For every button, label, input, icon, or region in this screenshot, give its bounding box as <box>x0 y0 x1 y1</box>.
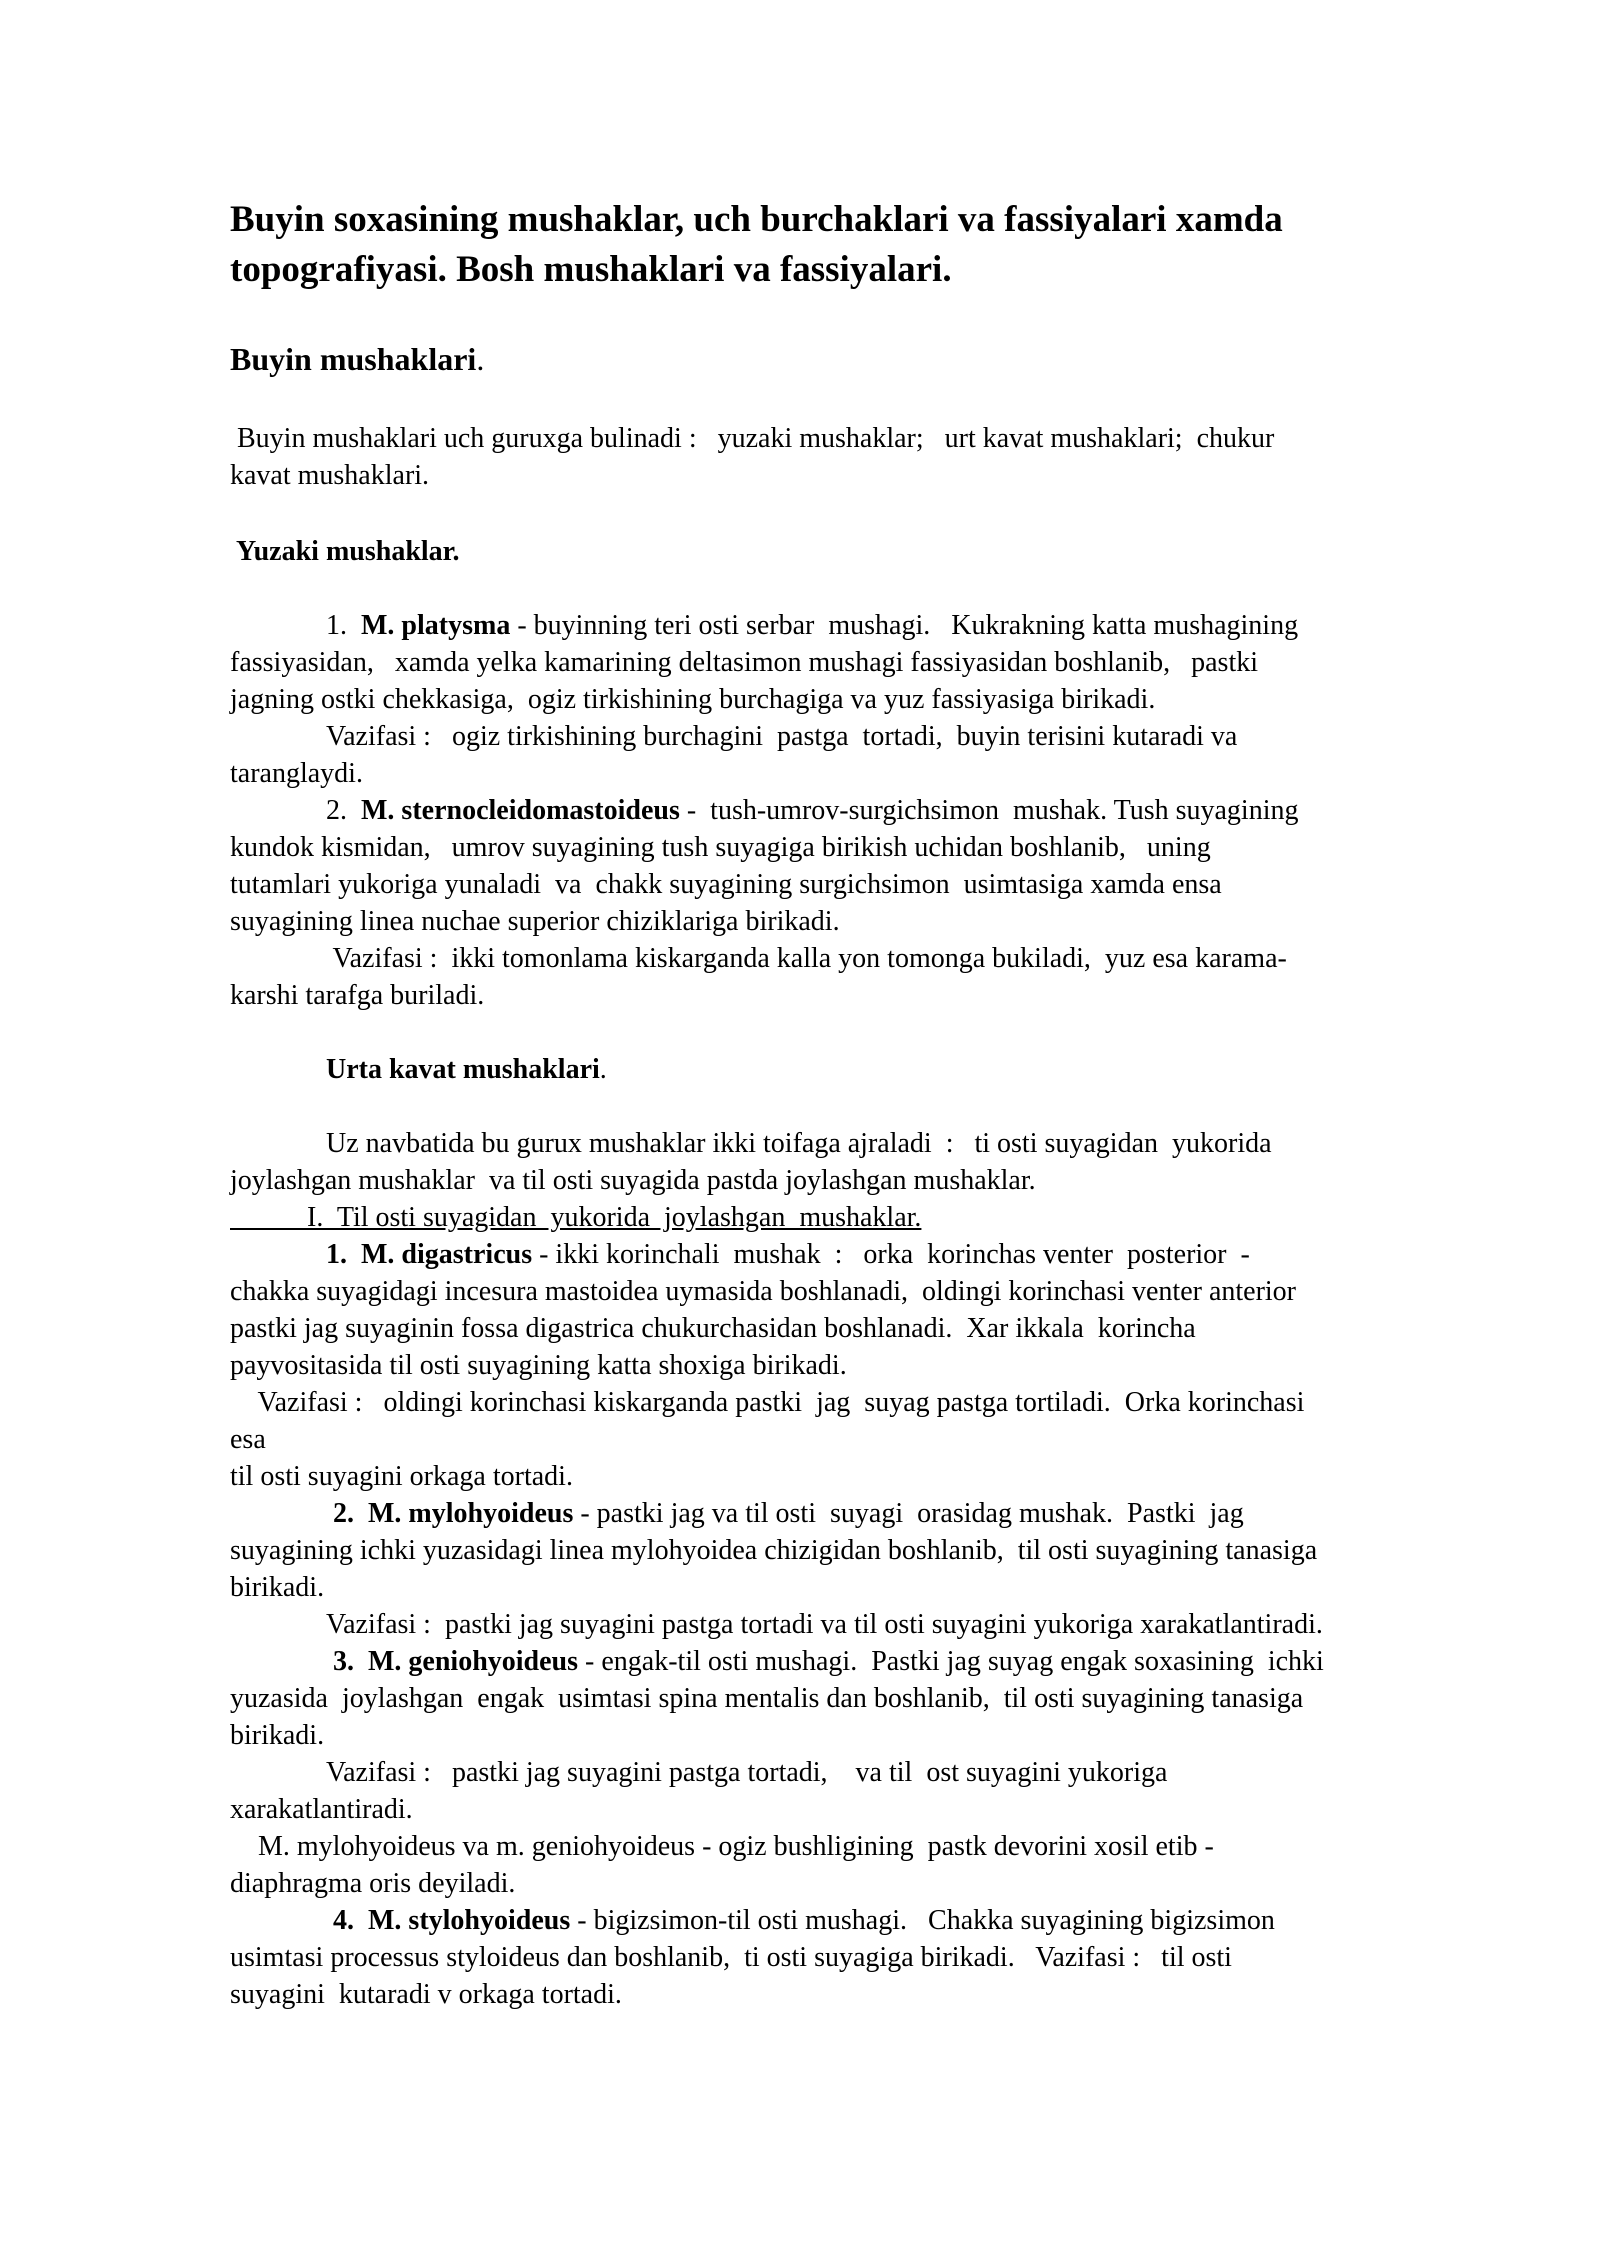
list-number: 4. <box>333 1905 368 1936</box>
heading-dot: . <box>599 1054 607 1085</box>
heading-dot: . <box>476 341 485 377</box>
function-line: Vazifasi : pastki jag suyagini pastga tortadi, va til ost suyagini yukoriga <box>326 1757 1168 1788</box>
list-number: 3. <box>333 1646 368 1677</box>
function-line: Vazifasi : ikki tomonlama kiskarganda kalla yon tomonga bukiladi, yuz esa karama- <box>326 943 1287 974</box>
section-heading-urta <box>326 1051 607 1088</box>
muscle-description: - buyinning teri osti serbar mushagi. Kukrakning katta mushagining <box>510 610 1299 641</box>
function-line: Vazifasi : ogiz tirkishining burchagini pastga tortadi, buyin terisini kutaradi va <box>326 721 1238 752</box>
muscle-name: M. platysma <box>361 610 511 641</box>
paragraph-line: pastki jag suyaginin fossa digastrica chukurchasidan boshlanadi. Xar ikkala korincha <box>230 1313 1196 1344</box>
subsection-heading-I: I. Til osti suyagidan yukorida joylashgan mushaklar. <box>230 1202 922 1233</box>
muscle-name: M. sternocleidomastoideus <box>361 795 680 826</box>
document-title: Buyin soxasining mushaklar, uch burchaklari va fassiyalari xamda <box>230 199 1283 240</box>
list-number: 1. <box>326 610 361 641</box>
muscle-name: M. stylohyoideus <box>368 1905 571 1936</box>
paragraph-line: fassiyasidan, xamda yelka kamarining deltasimon mushagi fassiyasidan boshlanib, pastki <box>230 647 1259 678</box>
section-heading-yuzaki <box>230 533 460 570</box>
document-title-line-2: topografiyasi. Bosh mushaklari va fassiyalari. <box>230 249 952 290</box>
note-paragraph: M. mylohyoideus va m. geniohyoideus - ogiz bushligining pastk devorini xosil etib - <box>230 1831 1214 1862</box>
paragraph-line: payvositasida til osti suyagining katta shoxiga birikadi. <box>230 1350 847 1381</box>
paragraph-line: tutamlari yukoriga yunaladi va chakk suyagining surgichsimon usimtasiga xamda ensa <box>230 869 1222 900</box>
list-number: 2. <box>326 795 361 826</box>
intro-paragraph-line: kavat mushaklari. <box>230 460 430 491</box>
muscle-description: - pastki jag va til osti suyagi orasidag mushak. Pastki jag <box>573 1498 1244 1529</box>
list-number: 2. <box>333 1498 368 1529</box>
muscle-platysma-heading <box>326 607 1298 644</box>
paragraph-line: kundok kismidan, umrov suyagining tush suyagiga birikish uchidan boshlanib, uning <box>230 832 1211 863</box>
paragraph-line: karshi tarafga buriladi. <box>230 980 485 1011</box>
paragraph-line: usimtasi processus styloideus dan boshlanib, ti osti suyagiga birikadi. Vazifasi : til osti <box>230 1942 1232 1973</box>
muscle-stylohyoideus-heading <box>333 1902 1275 1939</box>
paragraph-line: suyagining ichki yuzasidagi linea mylohyoidea chizigidan boshlanib, til osti suyagining tanasiga <box>230 1535 1318 1566</box>
paragraph-line: chakka suyagidagi incesura mastoidea uymasida boshlanadi, oldingi korinchasi venter anterior <box>230 1276 1297 1307</box>
paragraph-line: xarakatlantiradi. <box>230 1794 413 1825</box>
paragraph-line: birikadi. <box>230 1720 325 1751</box>
paragraph-line: jagning ostki chekkasiga, ogiz tirkishining burchagiga va yuz fassiyasiga birikadi. <box>230 684 1156 715</box>
muscle-description: - engak-til osti mushagi. Pastki jag suyag engak soxasining ichki <box>578 1646 1324 1677</box>
paragraph-line: joylashgan mushaklar va til osti suyagida pastda joylashgan mushaklar. <box>230 1165 1036 1196</box>
muscle-description: - bigizsimon-til osti mushagi. Chakka suyagining bigizsimon <box>570 1905 1275 1936</box>
muscle-name: M. mylohyoideus <box>368 1498 574 1529</box>
muscle-sternocleidomastoideus-heading <box>326 792 1298 829</box>
paragraph-line: til osti suyagini orkaga tortadi. <box>230 1461 573 1492</box>
section-heading-buyin <box>230 341 484 378</box>
paragraph-line: birikadi. <box>230 1572 325 1603</box>
paragraph-line: Uz navbatida bu gurux mushaklar ikki toifaga ajraladi : ti osti suyagidan yukorida <box>326 1128 1272 1159</box>
list-number: 1. <box>326 1239 361 1270</box>
paragraph-line: diaphragma oris deyiladi. <box>230 1868 516 1899</box>
paragraph-line: yuzasida joylashgan engak usimtasi spina mentalis dan boshlanib, til osti suyagining tanasiga <box>230 1683 1304 1714</box>
muscle-geniohyoideus-heading <box>333 1643 1324 1680</box>
paragraph-line: taranglaydi. <box>230 758 363 789</box>
muscle-name: M. geniohyoideus <box>368 1646 579 1677</box>
paragraph-line: esa <box>230 1424 266 1455</box>
heading-text: Buyin mushaklari <box>230 341 477 377</box>
intro-paragraph: Buyin mushaklari uch guruxga bulinadi : yuzaki mushaklar; urt kavat mushaklari; chukur <box>230 423 1275 454</box>
muscle-mylohyoideus-heading <box>333 1495 1244 1532</box>
heading-text: Urta kavat mushaklari <box>326 1054 600 1085</box>
function-line: Vazifasi : oldingi korinchasi kiskarganda pastki jag suyag pastga tortiladi. Orka korinchasi <box>230 1387 1305 1418</box>
muscle-description: - tush-umrov-surgichsimon mushak. Tush suyagining <box>679 795 1299 826</box>
muscle-digastricus-heading <box>326 1236 1250 1273</box>
muscle-name: M. digastricus <box>361 1239 533 1270</box>
heading-text: Yuzaki mushaklar. <box>230 536 460 567</box>
paragraph-line: suyagini kutaradi v orkaga tortadi. <box>230 1979 622 2010</box>
muscle-description: - ikki korinchali mushak : orka korinchas venter posterior - <box>532 1239 1250 1270</box>
function-line: Vazifasi : pastki jag suyagini pastga tortadi va til osti suyagini yukoriga xarakatlantiradi. <box>326 1609 1323 1640</box>
paragraph-line: suyagining linea nuchae superior chiziklariga birikadi. <box>230 906 840 937</box>
